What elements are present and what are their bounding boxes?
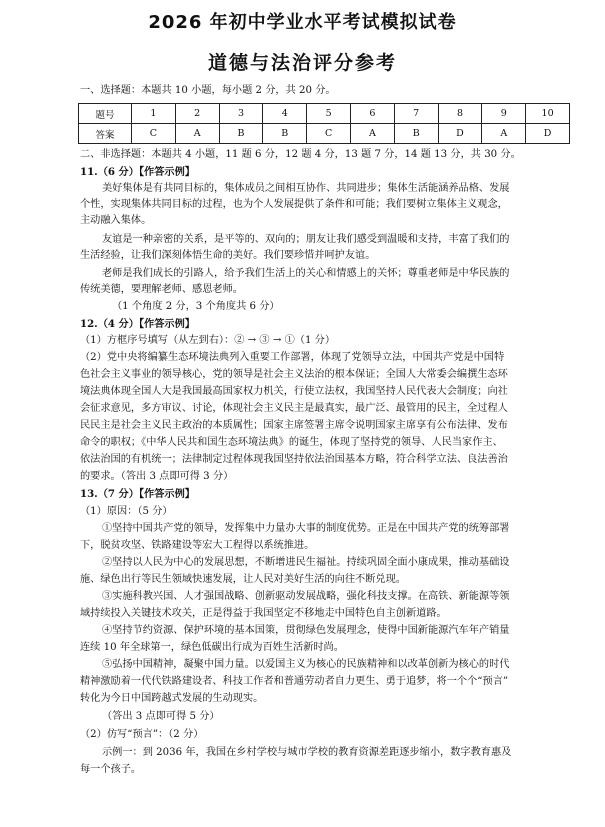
q13-line: ②坚持以人民为中心的发展思想，不断增进民生福祉。持续巩固全面小康成果，推动基础设: [102, 557, 510, 568]
q13-example-line: 每一个孩子。: [80, 764, 142, 775]
q-number: 2: [175, 104, 219, 124]
q11-line: 友谊是一种亲密的关系，是平等的、双向的；朋友让我们感受到温暖和支持，丰富了我们的: [102, 234, 510, 245]
exam-title: 2026 年初中学业水平考试模拟试卷: [148, 12, 457, 33]
q13-line: ⑤弘扬中国精神，凝聚中国力量。以爱国主义为核心的民族精神和以改革创新为核心的时代: [102, 659, 510, 670]
q-answer: D: [438, 124, 482, 144]
q13-line: ④坚持节约资源、保护环境的基本国策，贯彻绿色发展理念，使得中国新能源汽车年产销量: [102, 625, 510, 636]
q-number: 9: [482, 104, 526, 124]
q11-line: 主动融入集体。: [80, 215, 152, 226]
q-number: 10: [526, 104, 570, 124]
q12-line: 命令的职权；《中华人民共和国生态环境法典》的诞生，体现了坚持党的领导、人民当家作主、: [80, 437, 503, 448]
q13-line: 下，脱贫攻坚、铁路建设等宏大工程得以系统推进。: [80, 540, 315, 551]
q-number: 4: [263, 104, 307, 124]
q12-line: 的要求。（答出 3 点即可得 3 分）: [80, 471, 234, 482]
answer-row: [79, 124, 570, 144]
q11-line: 美好集体是有共同目标的，集体成员之间相互协作、共同进步；集体生活能涵养品格、发展: [102, 183, 510, 194]
q-answer: B: [219, 124, 263, 144]
q12-line: （2）党中央将编纂生态环境法典列入重要工作部署，体现了党领导立法，中国共产党是中国特: [80, 352, 505, 363]
q13-title: 13.（7 分）【作答示例】: [80, 488, 195, 500]
q11-title: 11.（6 分）【作答示例】: [80, 166, 195, 178]
answer-table: [78, 103, 570, 144]
q13-line: ③实施科教兴国、人才强国战略、创新驱动发展战略，强化科技支撑。在高铁、新能源等领: [102, 591, 510, 602]
q-answer: C: [307, 124, 351, 144]
q-answer: B: [394, 124, 438, 144]
q11-scoring-note: （1 个角度 2 分，3 个角度共 6 分）: [112, 301, 280, 312]
q13-scoring-note: （答出 3 点即可得 5 分）: [102, 711, 220, 722]
q13-line: 域持续投入关键技术攻关，正是得益于我国坚定不移地走中国特色自主创新道路。: [80, 608, 447, 619]
q-number: 6: [350, 104, 394, 124]
q12-line: 色社会主义事业的领导核心，党的领导是社会主义法治的根本保证；全国人大常委会编撰生态环: [80, 369, 508, 380]
q13-line: 施、绿色出行等民生领域快速发展，让人民对美好生活的向往不断兑现。: [80, 574, 406, 585]
q12-line: 境法典体现全国人大是我国最高国家权力机关，行使立法权，我国坚持人民代表大会制度；向社: [80, 386, 508, 397]
q12-line: 会征求意见，多方审议、讨论，体现社会主义民主是最真实，最广泛、最管用的民主，全过程人: [80, 403, 508, 414]
q13-part2-label: （2）仿写“预言”：（2 分）: [80, 729, 204, 740]
q11-line: 个性，实现集体共同目标的过程，也为个人发展提供了条件和可能；我们要树立集体主义观念，: [80, 199, 508, 210]
q-answer: C: [132, 124, 176, 144]
q-answer: A: [175, 124, 219, 144]
q12-line: （1）方框序号填写（从左到右）：② → ③ → ①（1 分）: [80, 335, 336, 346]
q13-line: 精神激励着一代代铁路建设者、科技工作者和普通劳动者自力更生、勇于追梦，将一个个“预言”: [80, 676, 509, 687]
q13-line: 转化为今日中国跨越式发展的生动现实。: [80, 693, 264, 704]
q12-line: 依法治国的有机统一；法律制定过程体现我国坚持依法治国基本方略，符合科学立法、良法善治: [80, 454, 508, 465]
q11-line: 传统美德，要理解老师、感恩老师。: [80, 284, 243, 295]
q12-line: 民民主是社会主义民主政治的本质属性；国家主席签署主席令说明国家主席享有公布法律、发布: [80, 420, 508, 431]
question-number-row: [79, 104, 570, 124]
row-label-numbers: 题号: [79, 104, 132, 124]
q-number: 7: [394, 104, 438, 124]
exam-subtitle: 道德与法治评分参考: [207, 52, 397, 74]
q12-title: 12.（4 分）【作答示例】: [80, 318, 195, 330]
q-number: 8: [438, 104, 482, 124]
q13-part1-label: （1）原因：（5 分）: [80, 506, 173, 517]
q-number: 1: [132, 104, 176, 124]
q13-line: ①坚持中国共产党的领导，发挥集中力量办大事的制度优势。正是在中国共产党的统筹部署: [102, 523, 510, 534]
q-answer: A: [482, 124, 526, 144]
q13-line: 连续 10 年全球第一，绿色低碳出行成为百姓生活新时尚。: [80, 642, 344, 653]
q-answer: A: [350, 124, 394, 144]
q-answer: B: [263, 124, 307, 144]
q11-line: 生活经验，让我们深刻体悟生命的美好。我们要珍惜并呵护友谊。: [80, 250, 376, 261]
q13-example-line: 示例一：到 2036 年，我国在乡村学校与城市学校的教育资源差距逐步缩小，数字教育惠及: [102, 747, 512, 758]
q11-line: 老师是我们成长的引路人，给予我们生活上的关心和情感上的关怀；尊重老师是中华民族的: [102, 268, 510, 279]
row-label-answers: 答案: [79, 124, 132, 144]
q-number: 5: [307, 104, 351, 124]
section2-heading: 二、非选择题：本题共 4 小题，11 题 6 分，12 题 4 分，13 题 7 分，14 题 13 分，共 30 分。: [80, 149, 521, 160]
q-number: 3: [219, 104, 263, 124]
section1-heading: 一、选择题：本题共 10 小题，每小题 2 分，共 20 分。: [80, 85, 336, 96]
q-answer: D: [526, 124, 570, 144]
